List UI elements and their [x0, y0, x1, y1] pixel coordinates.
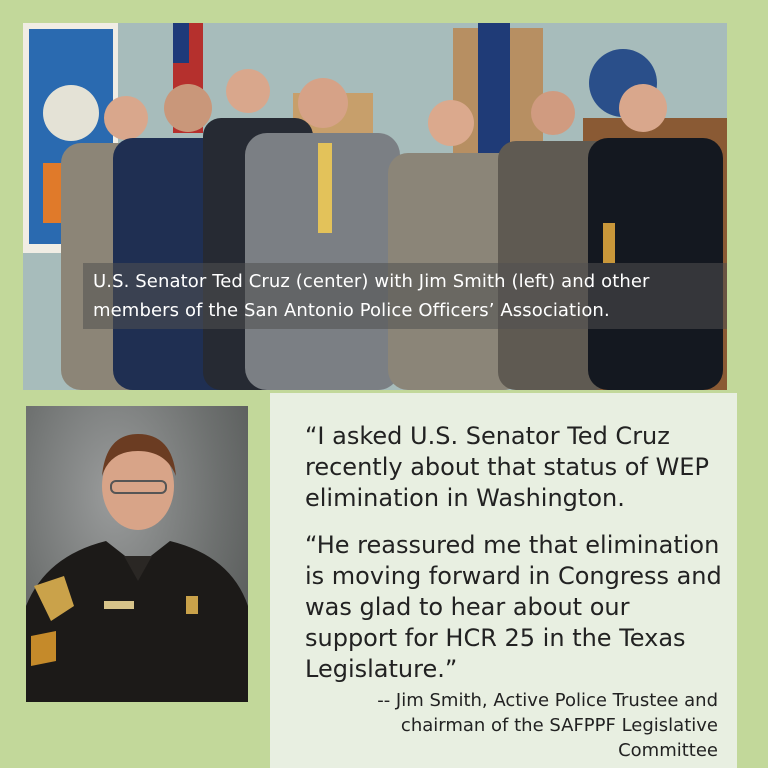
portrait-illustration — [26, 406, 248, 702]
group-photo-illustration — [23, 23, 727, 390]
portrait-photo — [26, 406, 248, 702]
quote-paragraph-1: “I asked U.S. Senator Ted Cruz recently about that status of WEP elimination in Washington. — [305, 422, 709, 512]
group-photo — [23, 23, 727, 390]
quote-attribution: -- Jim Smith, Active Police Trustee and chairman of the SAFPPF Legislative Committee — [377, 690, 718, 761]
quote-paragraph-2: “He reassured me that elimination is moving forward in Congress and was glad to hear about our support for HCR 25 in the Texas Legislature.” — [305, 531, 722, 683]
photo-caption: U.S. Senator Ted Cruz (center) with Jim Smith (left) and other members of the San Antonio Police Officers’ Association. — [83, 263, 727, 329]
